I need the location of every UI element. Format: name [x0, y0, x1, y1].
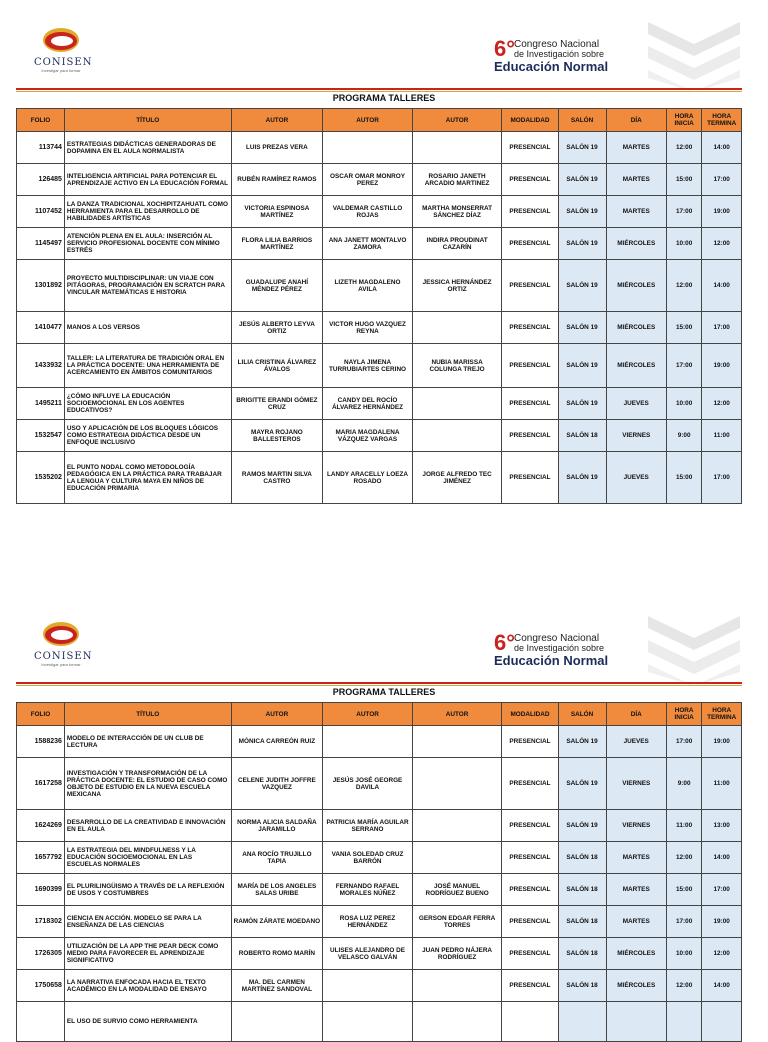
room-cell: SALÓN 19 — [558, 260, 606, 312]
end-time-cell: 14:00 — [702, 970, 742, 1002]
title-cell: ATENCIÓN PLENA EN EL AULA: INSERCIÓN AL SERVICIO PROFESIONAL DOCENTE CON MÍNIMO ESTRÉS — [64, 228, 231, 260]
author-cell: JESSICA HERNÁNDEZ ORTIZ — [412, 260, 502, 312]
start-time-cell: 15:00 — [666, 452, 701, 504]
folio-cell: 1301892 — [17, 260, 65, 312]
title-cell: LA ESTRATEGIA DEL MINDFULNESS Y LA EDUCACIÓN SOCIOEMOCIONAL EN LAS ESCUELAS NORMALES — [64, 842, 231, 874]
congress-line1: Congreso Nacional — [514, 39, 600, 50]
author-cell: ROSA LUZ PEREZ HERNÁNDEZ — [323, 906, 413, 938]
title-cell: LA DANZA TRADICIONAL XOCHIPITZAHUATL COMO HERRAMIENTA PARA EL DESARROLLO DE HABILIDADES ARTÍSTICAS — [64, 196, 231, 228]
author-cell — [323, 1002, 413, 1042]
author-cell: JESÚS ALBERTO LEYVA ORTIZ — [231, 312, 323, 344]
logo-text: CONISEN — [34, 651, 93, 662]
author-cell: ANA JANETT MONTALVO ZAMORA — [323, 228, 413, 260]
table-title: PROGRAMA TALLERES — [332, 687, 436, 697]
congress-line3: Educación Normal — [494, 59, 609, 74]
author-cell: MARÍA DE LOS ANGELES SALAS URIBE — [231, 874, 323, 906]
table-row — [17, 388, 742, 420]
header-row — [17, 109, 742, 132]
end-time-cell: 17:00 — [702, 452, 742, 504]
end-time-cell: 19:00 — [702, 196, 742, 228]
modality-cell: PRESENCIAL — [502, 132, 558, 164]
author-cell: NAYLA JIMENA TURRUBIARTES CERINO — [323, 344, 413, 388]
table-row — [17, 312, 742, 344]
author-cell: PATRICIA MARÍA AGUILAR SERRANO — [323, 810, 413, 842]
room-cell: SALÓN 18 — [558, 842, 606, 874]
table-title: PROGRAMA TALLERES — [332, 93, 436, 103]
room-cell: SALÓN 19 — [558, 452, 606, 504]
folio-cell: 1690399 — [17, 874, 65, 906]
column-header: AUTOR — [412, 109, 502, 132]
day-cell: MIÉRCOLES — [606, 312, 666, 344]
table-row — [17, 1002, 742, 1042]
room-cell: SALÓN 18 — [558, 938, 606, 970]
modality-cell: PRESENCIAL — [502, 344, 558, 388]
title-cell: CIENCIA EN ACCIÓN. MODELO SE PARA LA ENSEÑANZA DE LAS CIENCIAS — [64, 906, 231, 938]
author-cell: VANIA SOLEDAD CRUZ BARRÓN — [323, 842, 413, 874]
start-time-cell: 15:00 — [666, 312, 701, 344]
room-cell: SALÓN 19 — [558, 810, 606, 842]
author-cell: CANDY DEL ROCÍO ÁLVAREZ HERNÁNDEZ — [323, 388, 413, 420]
header-divider — [16, 682, 742, 684]
folio-cell: 1107452 — [17, 196, 65, 228]
conisen-emblem-icon — [39, 26, 83, 56]
start-time-cell: 10:00 — [666, 938, 701, 970]
table-row — [17, 260, 742, 312]
folio-cell: 1588236 — [17, 726, 65, 758]
author-cell: BRIGITTE ERANDI GÓMEZ CRUZ — [231, 388, 323, 420]
logo-subtext: Investigar para formar — [41, 662, 81, 667]
day-cell: VIERNES — [606, 810, 666, 842]
table-row — [17, 726, 742, 758]
end-time-cell: 19:00 — [702, 906, 742, 938]
day-cell: VIERNES — [606, 420, 666, 452]
author-cell: VICTORIA ESPINOSA MARTÍNEZ — [231, 196, 323, 228]
end-time-cell: 19:00 — [702, 726, 742, 758]
start-time-cell: 12:00 — [666, 132, 701, 164]
column-header: AUTOR — [323, 109, 413, 132]
workshop-table — [16, 702, 742, 1042]
end-time-cell: 14:00 — [702, 260, 742, 312]
folio-cell: 1535202 — [17, 452, 65, 504]
day-cell: JUEVES — [606, 452, 666, 504]
folio-cell: 1750658 — [17, 970, 65, 1002]
modality-cell: PRESENCIAL — [502, 842, 558, 874]
author-cell — [412, 388, 502, 420]
modality-cell: PRESENCIAL — [502, 420, 558, 452]
folio-cell: 1410477 — [17, 312, 65, 344]
author-cell — [412, 726, 502, 758]
column-header: TÍTULO — [64, 703, 231, 726]
title-cell: EL USO DE SURVIO COMO HERRAMIENTA — [64, 1002, 231, 1042]
folio-cell: 1532547 — [17, 420, 65, 452]
start-time-cell: 12:00 — [666, 260, 701, 312]
start-time-cell: 9:00 — [666, 758, 701, 810]
title-cell: USO Y APLICACIÓN DE LOS BLOQUES LÓGICOS COMO ESTRATEGIA DIDÁCTICA DESDE UN ENFOQUE INCLUSIVO — [64, 420, 231, 452]
author-cell: JESÚS JOSÉ GEORGE DAVILA — [323, 758, 413, 810]
author-cell — [412, 842, 502, 874]
author-cell — [323, 726, 413, 758]
table-row — [17, 164, 742, 196]
author-cell — [412, 810, 502, 842]
day-cell: MIÉRCOLES — [606, 970, 666, 1002]
author-cell: NORMA ALICIA SALDAÑA JARAMILLO — [231, 810, 323, 842]
author-cell — [412, 312, 502, 344]
chevron-decoration-icon — [648, 616, 740, 686]
author-cell: JOSÉ MANUEL RODRÍGUEZ BUENO — [412, 874, 502, 906]
room-cell: SALÓN 19 — [558, 388, 606, 420]
table-row — [17, 970, 742, 1002]
end-time-cell: 12:00 — [702, 938, 742, 970]
table-row — [17, 196, 742, 228]
column-header: HORA TERMINA — [702, 703, 742, 726]
title-cell: TALLER: LA LITERATURA DE TRADICIÓN ORAL EN LA PRÁCTICA DOCENTE: UNA HERRAMIENTA DE ACERCAMIENTO EN ÁMBITOS COMUNITARIOS — [64, 344, 231, 388]
author-cell: JORGE ALFREDO TEC JIMÉNEZ — [412, 452, 502, 504]
header-divider-gold — [16, 91, 742, 92]
column-header: AUTOR — [412, 703, 502, 726]
congress-line2: de Investigación sobre — [514, 49, 605, 59]
day-cell: MIÉRCOLES — [606, 344, 666, 388]
title-cell: MODELO DE INTERACCIÓN DE UN CLUB DE LECTURA — [64, 726, 231, 758]
day-cell: MARTES — [606, 874, 666, 906]
room-cell: SALÓN 18 — [558, 970, 606, 1002]
start-time-cell: 12:00 — [666, 970, 701, 1002]
room-cell: SALÓN 19 — [558, 344, 606, 388]
start-time-cell: 17:00 — [666, 906, 701, 938]
end-time-cell: 11:00 — [702, 758, 742, 810]
end-time-cell: 17:00 — [702, 312, 742, 344]
modality-cell: PRESENCIAL — [502, 970, 558, 1002]
author-cell: ROBERTO ROMO MARÍN — [231, 938, 323, 970]
day-cell: MARTES — [606, 842, 666, 874]
author-cell: FERNANDO RAFAEL MORALES NÚÑEZ — [323, 874, 413, 906]
start-time-cell: 17:00 — [666, 344, 701, 388]
folio-cell: 1433932 — [17, 344, 65, 388]
author-cell: CELENE JUDITH JOFFRE VAZQUEZ — [231, 758, 323, 810]
table-row — [17, 228, 742, 260]
congress-number: 6° — [494, 630, 516, 655]
page-header — [0, 594, 768, 668]
end-time-cell: 17:00 — [702, 164, 742, 196]
modality-cell: PRESENCIAL — [502, 196, 558, 228]
start-time-cell: 17:00 — [666, 726, 701, 758]
header-row — [17, 703, 742, 726]
author-cell — [323, 970, 413, 1002]
day-cell: MIÉRCOLES — [606, 260, 666, 312]
column-header: MODALIDAD — [502, 703, 558, 726]
table-row — [17, 452, 742, 504]
end-time-cell: 13:00 — [702, 810, 742, 842]
start-time-cell: 12:00 — [666, 842, 701, 874]
conisen-logo — [34, 620, 93, 667]
author-cell: MÓNICA CARREÓN RUIZ — [231, 726, 323, 758]
title-cell: LA NARRATIVA ENFOCADA HACIA EL TEXTO ACADÉMICO EN LA MODALIDAD DE ENSAYO — [64, 970, 231, 1002]
header-divider — [16, 88, 742, 90]
congress-line3: Educación Normal — [494, 653, 609, 668]
title-cell: ESTRATEGIAS DIDÁCTICAS GENERADORAS DE DOPAMINA EN EL AULA NORMALISTA — [64, 132, 231, 164]
column-header: TÍTULO — [64, 109, 231, 132]
end-time-cell: 14:00 — [702, 842, 742, 874]
title-cell: PROYECTO MULTIDISCIPLINAR: UN VIAJE CON PITÁGORAS, PROGRAMACIÓN EN SCRATCH PARA VINCULAR MATEMÁTICAS E HISTORIA — [64, 260, 231, 312]
author-cell: LANDY ARACELLY LOEZA ROSADO — [323, 452, 413, 504]
start-time-cell: 9:00 — [666, 420, 701, 452]
author-cell: JUAN PEDRO NÁJERA RODRÍGUEZ — [412, 938, 502, 970]
author-cell — [412, 970, 502, 1002]
modality-cell: PRESENCIAL — [502, 388, 558, 420]
day-cell: JUEVES — [606, 726, 666, 758]
day-cell: MARTES — [606, 132, 666, 164]
room-cell: SALÓN 19 — [558, 228, 606, 260]
modality-cell — [502, 1002, 558, 1042]
start-time-cell: 10:00 — [666, 388, 701, 420]
author-cell: LILIA CRISTINA ÁLVAREZ ÁVALOS — [231, 344, 323, 388]
title-cell: ¿CÓMO INFLUYE LA EDUCACIÓN SOCIOEMOCIONAL EN LOS AGENTES EDUCATIVOS? — [64, 388, 231, 420]
author-cell: FLORA LILIA BARRIOS MARTÍNEZ — [231, 228, 323, 260]
workshop-table — [16, 108, 742, 504]
folio-cell: 1657792 — [17, 842, 65, 874]
table-row — [17, 810, 742, 842]
column-header: HORA TERMINA — [702, 109, 742, 132]
column-header: DÍA — [606, 109, 666, 132]
end-time-cell: 14:00 — [702, 132, 742, 164]
author-cell: ANA ROCÍO TRUJILLO TAPIA — [231, 842, 323, 874]
author-cell: LIZETH MAGDALENO AVILA — [323, 260, 413, 312]
chevron-decoration-icon — [648, 22, 740, 92]
modality-cell: PRESENCIAL — [502, 906, 558, 938]
author-cell — [412, 758, 502, 810]
start-time-cell: 15:00 — [666, 874, 701, 906]
start-time-cell — [666, 1002, 701, 1042]
end-time-cell: 17:00 — [702, 874, 742, 906]
day-cell: MARTES — [606, 906, 666, 938]
table-row — [17, 758, 742, 810]
title-cell: INVESTIGACIÓN Y TRANSFORMACIÓN DE LA PRÁCTICA DOCENTE: EL ESTUDIO DE CASO COMO OBJETO DE ESTUDIO EN LA NUEVA ESCUELA MEXICANA — [64, 758, 231, 810]
modality-cell: PRESENCIAL — [502, 874, 558, 906]
conisen-logo — [34, 26, 93, 73]
day-cell — [606, 1002, 666, 1042]
table-row — [17, 132, 742, 164]
title-cell: EL PLURILINGÜISMO A TRAVÉS DE LA REFLEXIÓN DE USOS Y COSTUMBRES — [64, 874, 231, 906]
modality-cell: PRESENCIAL — [502, 164, 558, 196]
column-header: MODALIDAD — [502, 109, 558, 132]
title-cell: EL PUNTO NODAL COMO METODOLOGÍA PEDAGÓGICA EN LA PRÁCTICA PARA TRABAJAR LA LENGUA Y CULTURA MAYA EN NIÑOS DE EDUCACIÓN PRIMARIA — [64, 452, 231, 504]
day-cell: JUEVES — [606, 388, 666, 420]
author-cell — [412, 1002, 502, 1042]
modality-cell: PRESENCIAL — [502, 726, 558, 758]
room-cell: SALÓN 19 — [558, 196, 606, 228]
day-cell: MARTES — [606, 196, 666, 228]
page-header — [0, 0, 768, 74]
table-row — [17, 874, 742, 906]
author-cell: NUBIA MARISSA COLUNGA TREJO — [412, 344, 502, 388]
author-cell: INDIRA PROUDINAT CAZARÍN — [412, 228, 502, 260]
modality-cell: PRESENCIAL — [502, 938, 558, 970]
author-cell: ROSARIO JANETH ARCADIO MARTINEZ — [412, 164, 502, 196]
folio-cell: 1145497 — [17, 228, 65, 260]
title-cell: UTILIZACIÓN DE LA APP THE PEAR DECK COMO MEDIO PARA FAVORECER EL APRENDIZAJE SIGNIFICATIVO — [64, 938, 231, 970]
modality-cell: PRESENCIAL — [502, 228, 558, 260]
room-cell: SALÓN 19 — [558, 312, 606, 344]
end-time-cell: 19:00 — [702, 344, 742, 388]
folio-cell — [17, 1002, 65, 1042]
logo-text: CONISEN — [34, 57, 93, 68]
author-cell: VALDEMAR CASTILLO ROJAS — [323, 196, 413, 228]
end-time-cell: 12:00 — [702, 388, 742, 420]
header-divider-gold — [16, 685, 742, 686]
folio-cell: 113744 — [17, 132, 65, 164]
logo-subtext: Investigar para formar — [41, 68, 81, 73]
start-time-cell: 10:00 — [666, 228, 701, 260]
end-time-cell: 12:00 — [702, 228, 742, 260]
modality-cell: PRESENCIAL — [502, 810, 558, 842]
table-row — [17, 842, 742, 874]
folio-cell: 1726305 — [17, 938, 65, 970]
folio-cell: 1617258 — [17, 758, 65, 810]
column-header: HORA INICIA — [666, 703, 701, 726]
author-cell — [231, 1002, 323, 1042]
modality-cell: PRESENCIAL — [502, 758, 558, 810]
folio-cell: 1624269 — [17, 810, 65, 842]
author-cell: RAMÓN ZÁRATE MOEDANO — [231, 906, 323, 938]
author-cell — [412, 132, 502, 164]
room-cell: SALÓN 19 — [558, 132, 606, 164]
column-header: SALÓN — [558, 703, 606, 726]
title-cell: DESARROLLO DE LA CREATIVIDAD E INNOVACIÓN EN EL AULA — [64, 810, 231, 842]
author-cell: OSCAR OMAR MONROY PEREZ — [323, 164, 413, 196]
table-row — [17, 938, 742, 970]
end-time-cell: 11:00 — [702, 420, 742, 452]
column-header: SALÓN — [558, 109, 606, 132]
author-cell — [323, 132, 413, 164]
room-cell: SALÓN 18 — [558, 906, 606, 938]
modality-cell: PRESENCIAL — [502, 312, 558, 344]
room-cell: SALÓN 18 — [558, 874, 606, 906]
modality-cell: PRESENCIAL — [502, 260, 558, 312]
author-cell — [412, 420, 502, 452]
table-row — [17, 420, 742, 452]
column-header: AUTOR — [231, 109, 323, 132]
column-header: AUTOR — [323, 703, 413, 726]
author-cell: MARTHA MONSERRAT SÁNCHEZ DÍAZ — [412, 196, 502, 228]
title-cell: INTELIGENCIA ARTIFICIAL PARA POTENCIAR EL APRENDIZAJE ACTIVO EN LA EDUCACIÓN FORMAL — [64, 164, 231, 196]
day-cell: VIERNES — [606, 758, 666, 810]
column-header: FOLIO — [17, 703, 65, 726]
author-cell: LUIS PREZAS VERA — [231, 132, 323, 164]
congress-line1: Congreso Nacional — [514, 633, 600, 644]
congress-number: 6° — [494, 36, 516, 61]
modality-cell: PRESENCIAL — [502, 452, 558, 504]
title-cell: MANOS A LOS VERSOS — [64, 312, 231, 344]
author-cell: RUBÉN RAMÍREZ RAMOS — [231, 164, 323, 196]
folio-cell: 1718302 — [17, 906, 65, 938]
congress-line2: de Investigación sobre — [514, 643, 605, 653]
start-time-cell: 17:00 — [666, 196, 701, 228]
author-cell: MAYRA ROJANO BALLESTEROS — [231, 420, 323, 452]
start-time-cell: 11:00 — [666, 810, 701, 842]
folio-cell: 126485 — [17, 164, 65, 196]
author-cell: MARIA MAGDALENA VÁZQUEZ VARGAS — [323, 420, 413, 452]
document-page — [0, 0, 768, 492]
table-row — [17, 906, 742, 938]
column-header: FOLIO — [17, 109, 65, 132]
start-time-cell: 15:00 — [666, 164, 701, 196]
column-header: DÍA — [606, 703, 666, 726]
author-cell: RAMOS MARTIN SILVA CASTRO — [231, 452, 323, 504]
day-cell: MIÉRCOLES — [606, 938, 666, 970]
author-cell: ULISES ALEJANDRO DE VELASCO GALVÁN — [323, 938, 413, 970]
author-cell: GUADALUPE ANAHÍ MÉNDEZ PÉREZ — [231, 260, 323, 312]
document-page — [0, 594, 768, 1024]
room-cell: SALÓN 18 — [558, 420, 606, 452]
room-cell: SALÓN 19 — [558, 164, 606, 196]
day-cell: MARTES — [606, 164, 666, 196]
folio-cell: 1495211 — [17, 388, 65, 420]
author-cell: VICTOR HUGO VAZQUEZ REYNA — [323, 312, 413, 344]
table-row — [17, 344, 742, 388]
author-cell: MA. DEL CARMEN MARTÍNEZ SANDOVAL — [231, 970, 323, 1002]
author-cell: GERSON EDGAR FERRA TORRES — [412, 906, 502, 938]
day-cell: MIÉRCOLES — [606, 228, 666, 260]
end-time-cell — [702, 1002, 742, 1042]
room-cell: SALÓN 19 — [558, 726, 606, 758]
conisen-emblem-icon — [39, 620, 83, 650]
column-header: HORA INICIA — [666, 109, 701, 132]
room-cell: SALÓN 19 — [558, 758, 606, 810]
room-cell — [558, 1002, 606, 1042]
column-header: AUTOR — [231, 703, 323, 726]
